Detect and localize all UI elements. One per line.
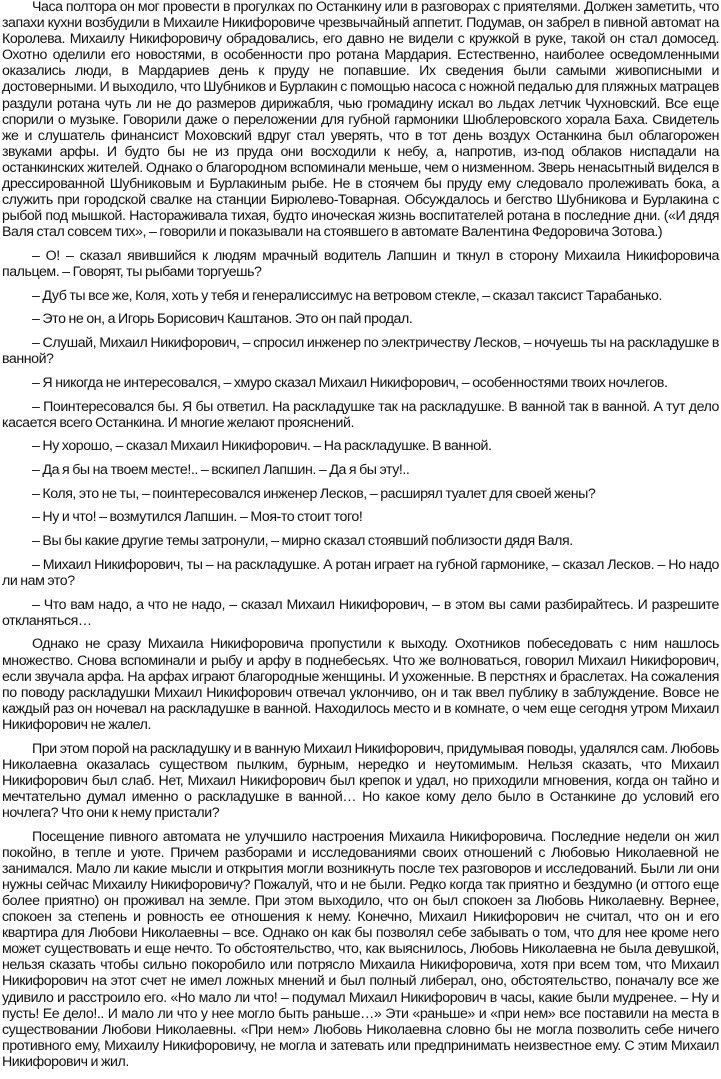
dialogue-line-leskov-4: – Михаил Никифорович, ты – на раскладушке. А ротан играет на губной гармонике, – сказал Лесков. – Но надо ли нам это? [2,556,719,589]
dialogue-line-leskov-1: – Слушай, Михаил Никифорович, – спросил инженер по электричеству Лесков, – ночуешь ты на раскладушке в ванной? [2,335,719,368]
dialogue-line-tarabanko: – Дуб ты все же, Коля, хоть у тебя и генералиссимус на ветровом стекле, – сказал таксист Тарабанько. [32,287,662,304]
dialogue-line-kashtanov: – Это не он, а Игорь Борисович Каштанов. Это он пай продал. [32,311,413,328]
paragraph-narration-1: Часа полтора он мог провести в прогулках по Останкину или в разговорах с приятелями. Должен заметить, что запахи кухни возбудили в Михаиле Никифоровиче чрезвычайный аппетит. Подумав, он забрел в пивной автомат на Королева. Михаилу Никифоровичу обрадовались, его давно не видели с кружкой в руке, такой он стал домосед. Охотно оделили его новостями, в особенности про ротана Мардария. Естественно, наиболее осведомленными оказались люди, в Мардариев день к пруду не попавшие. Их сведения были самыми живописными и достоверными. И выходило, что Шубников и Бурлакин с помощью насоса с ножной педалью для пляжных матрацев раздули ротана чуть ли не до размеров дирижабля, чью громадину искал во льдах летчик Чухновский. Все еще спорили о музыке. Говорили даже о переложении для губной гармоники Шюблеровского хорала Баха. Свидетель же и слушатель финансист Моховский вдруг стал уверять, что в тот день воздух Останкина был облагорожен звуками арфы. И будто бы не из пруда они восходили к небу, а, напротив, из-под облаков ниспадали на останкинских жителей. Однако о благородном вспоминали меньше, чем о низменном. Зверь ненасытный виделся в дрессированной Шубниковым и Бурлакиным рыбе. Не в стоячем бы пруду ему следовало пролеживать бока, а служить при городской свалке на станции Бирюлево-Товарная. Обсуждалось и бегство Шубникова и Бурлакина с рыбой под мышкой. Настораживала тихая, будто иноческая жизнь воспитателей ротана в последние дни. («И дядя Валя стал совсем тих», – говорили и показывали на стоявшего в автомате Валентина Федоровича Зотова.) [2,0,719,241]
paragraph-narration-2: Однако не сразу Михаила Никифоровича пропустили к выходу. Охотников побеседовать с ним нашлось множество. Снова вспоминали и рыбу и арфу в поднебесьях. Что же волноваться, говорил Михаил Никифорович, если звучала арфа. На арфах играют благородные женщины. И ухоженные. В перстнях и браслетах. На сожаления по поводу раскладушки Михаил Никифорович отвечал уклончиво, он и так ввел публику в заблуждение. Вовсе не каждый раз он ночевал на раскладушке в ванной. Находилось место и в комнате, о чем еще сегодня утром Михаил Никифорович не жалел. [2,636,719,733]
paragraph-narration-4: Посещение пивного автомата не улучшило настроения Михаила Никифоровича. Последние недели он жил покойно, в тепле и уюте. Причем разборами и исследованиями своих отношений с Любовью Николаевной не занимался. Мало ли какие мысли и открытия могли возникнуть после тех разговоров и исследований. Были ли они нужны сейчас Михаилу Никифоровичу? Пожалуй, что и не были. Редко когда так приятно и бездумно (и оттого еще более приятно) он проживал на земле. При этом выходило, что он был спокоен за Любовь Николаевну. Вернее, спокоен за степень и ровность ее отношения к нему. Конечно, Михаил Никифорович не считал, что он и его квартира для Любови Николаевны – все. Однако он как бы позволял себе забывать о том, что для нее кроме него может существовать и еще нечто. То обстоятельство, что, как выяснилось, Любовь Николаевна не была девушкой, нельзя сказать чтобы сильно покоробило или потрясло Михаила Никифоровича, хотя при всем том, что Михаил Никифорович на этот счет не имел ложных мнений и был полный либерал, оно, обстоятельство, поначалу все же удивило и расстроило его. «Но мало ли что! – подумал Михаил Никифорович в часы, какие были мудренее. – Ну и пусть! Ее дело!.. И мало ли что у нее могло быть раньше…» Эти «раньше» и «при нем» все поставили на места в существовании Любови Николаевны. «При нем» Любовь Николаевна словно бы не могла позволить себе ничего противного ему, Михаилу Никифоровичу, не могла и затевать или предпринимать неизвестное ему. С этим Михаил Никифорович и жил. [2,828,719,1070]
dialogue-line-mikhail-1: – Я никогда не интересовался, – хмуро сказал Михаил Никифорович, – особенностями твоих ночлегов. [32,374,668,391]
dialogue-line-dyadya-valya: – Вы бы какие другие темы затронули, – мирно сказал стоявший поблизости дядя Валя. [32,533,573,550]
dialogue-line-leskov-2: – Поинтересовался бы. Я бы ответил. На раскладушке так на раскладушке. В ванной так в ванной. А тут дело касается всего Останкина. И многие желают прояснений. [2,398,719,431]
dialogue-line-lapshin-3: – Ну и что! – возмутился Лапшин. – Моя-то стоит того! [32,509,363,526]
dialogue-line-leskov-3: – Коля, это не ты, – поинтересовался инженер Лесков, – расширял туалет для своей жены? [32,485,596,502]
dialogue-line-mikhail-3: – Что вам надо, а что не надо, – сказал Михаил Никифорович, – в этом вы сами разбирайтесь. И разрешите откланяться… [2,596,719,629]
dialogue-line-lapshin-1: – О! – сказал явившийся к людям мрачный водитель Лапшин и ткнул в сторону Михаила Никифоровича пальцем. – Говорят, ты рыбами торгуешь? [2,248,719,281]
dialogue-line-lapshin-2: – Да я бы на твоем месте!.. – вскипел Лапшин. – Да я бы эту!.. [32,462,410,479]
paragraph-narration-3: При этом порой на раскладушку и в ванную Михаил Никифорович, придумывая поводы, удалялся сам. Любовь Николаевна оказалась существом пылким, бурным, нередко и неутомимым. Нельзя сказать, что Михаил Никифорович был слаб. Нет, Михаил Никифорович был крепок и удал, но приходили мгновения, когда он тайно и мечтательно думал именно о раскладушке в ванной… Но какое кому дело было в Останкине до условий его ночлега? Что они к нему пристали? [2,740,719,821]
dialogue-line-mikhail-2: – Ну хорошо, – сказал Михаил Никифорович. – На раскладушке. В ванной. [32,438,492,455]
